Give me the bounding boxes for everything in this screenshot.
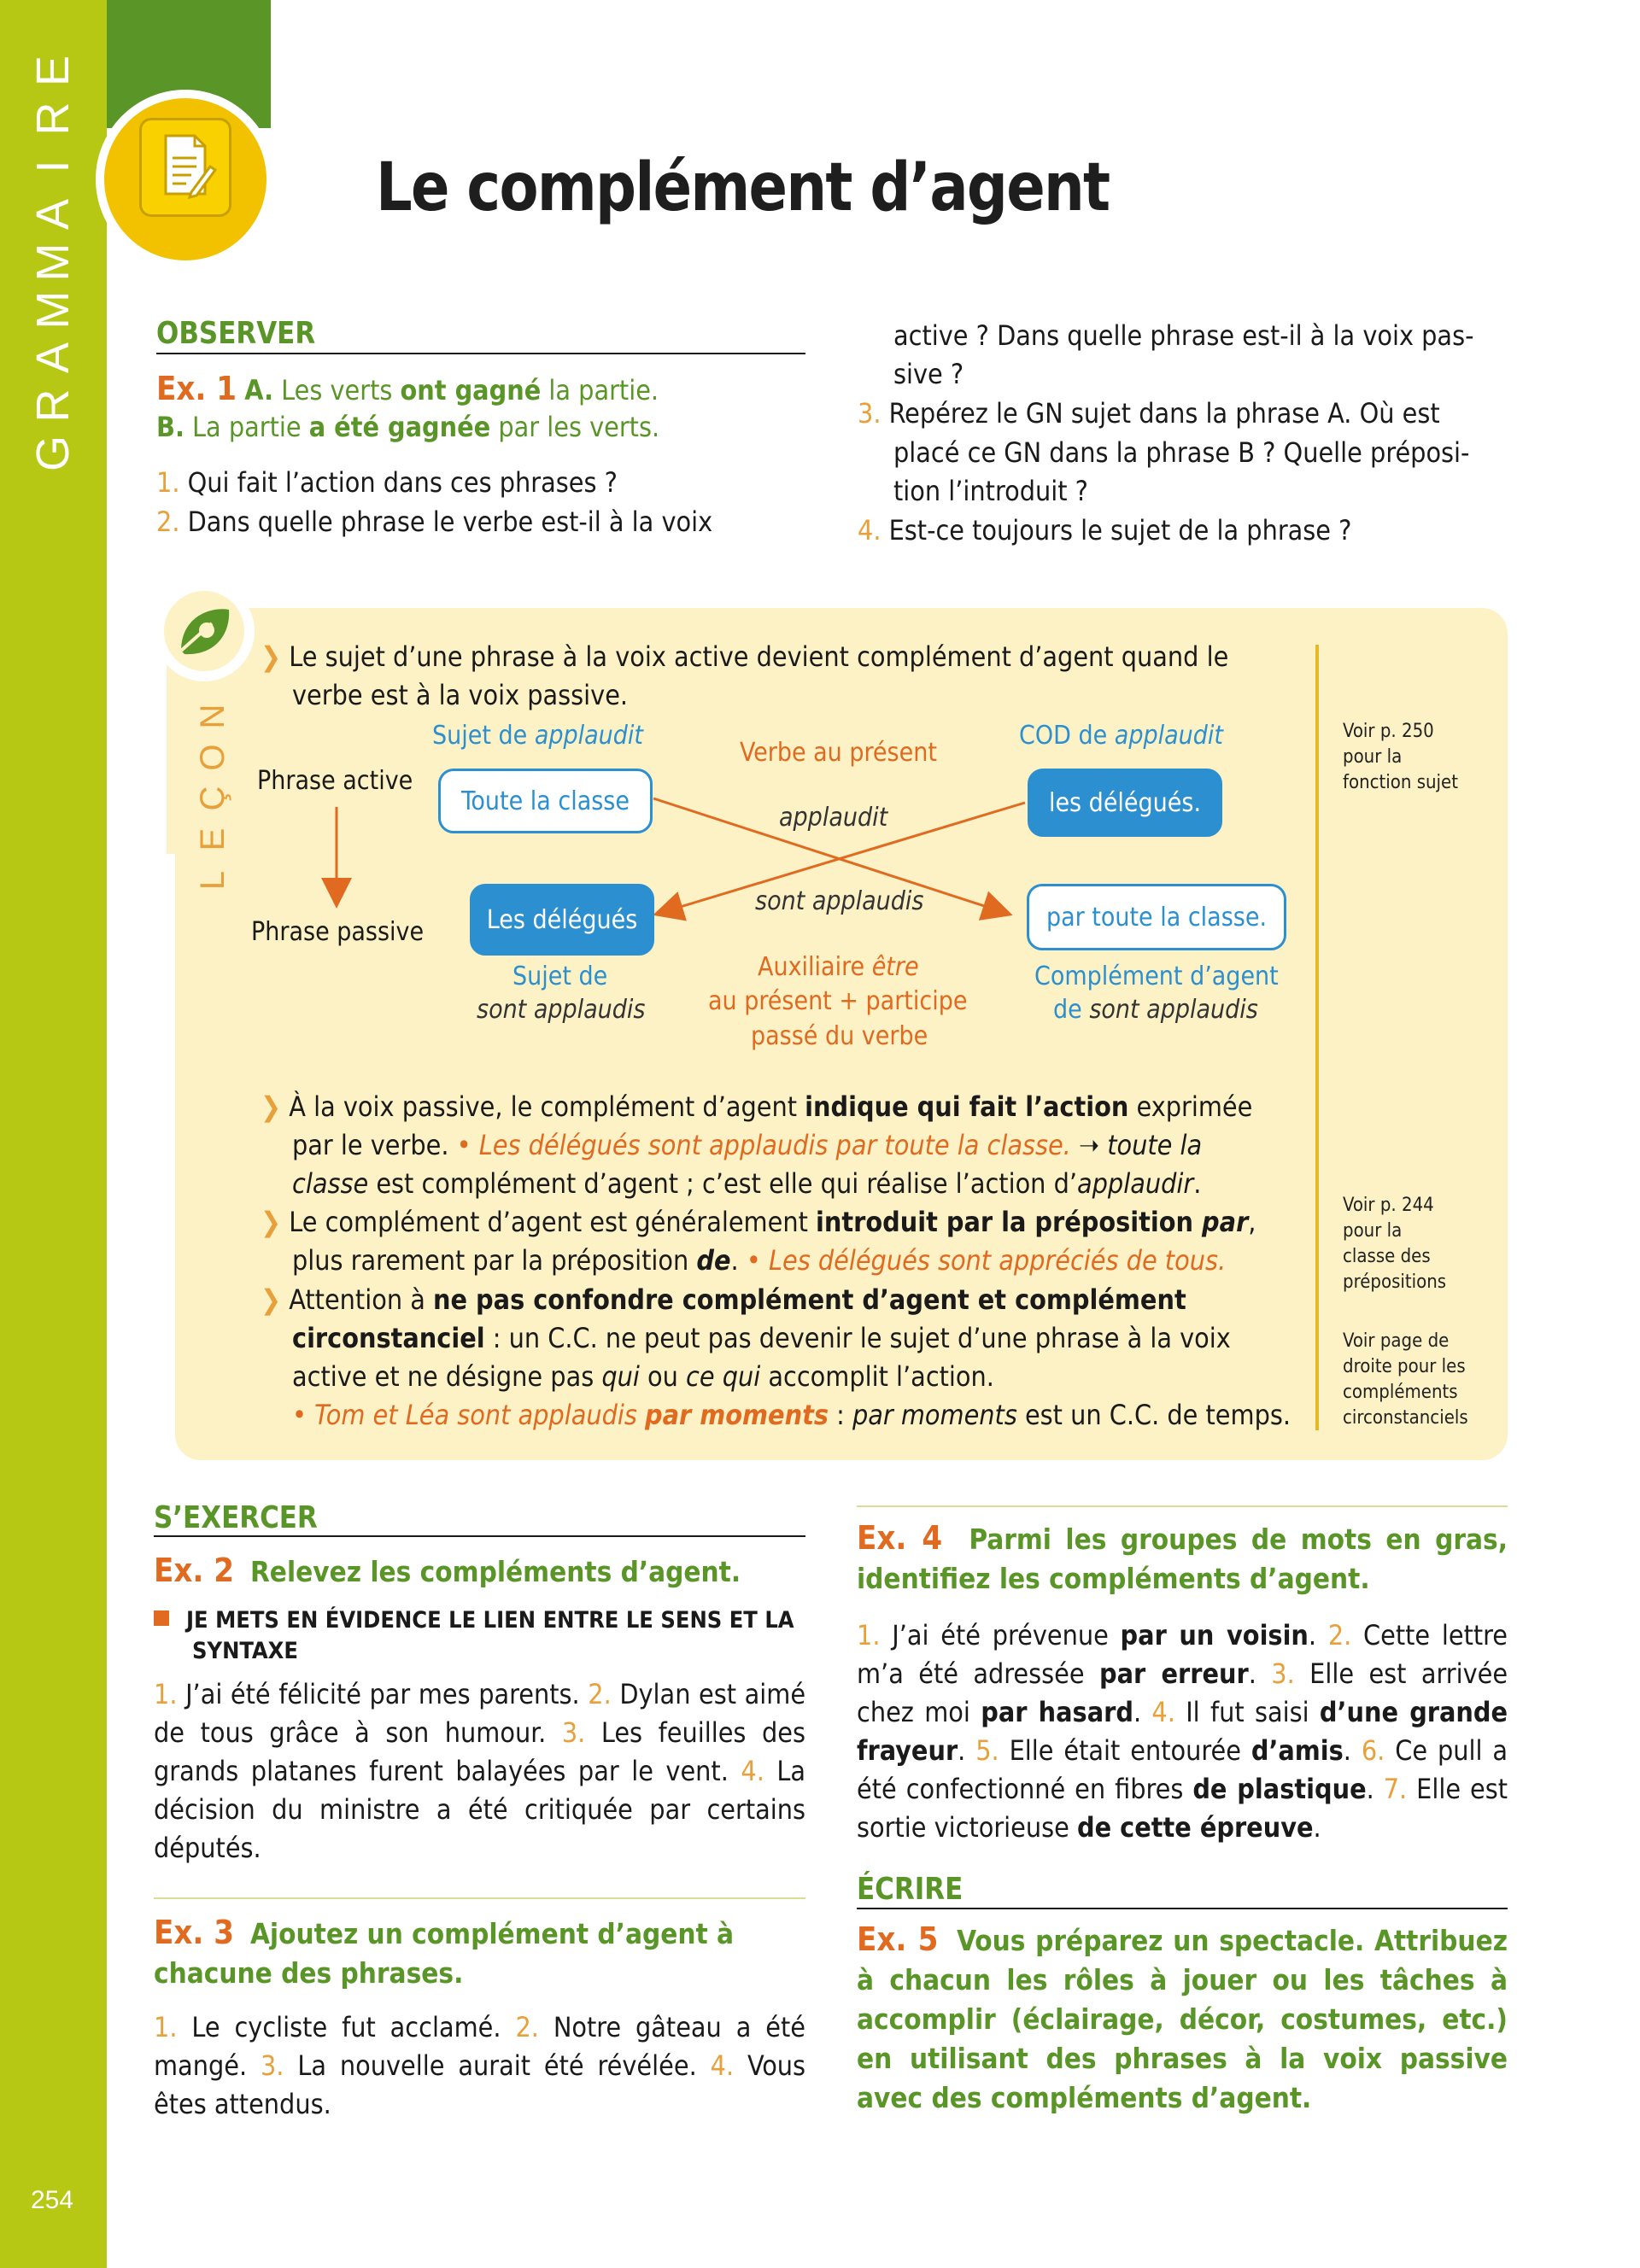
ex4-item: 3. Elle est arrivée chez moi par hasard. [857,1657,1508,1728]
diagram-sont-applaudis: sont applaudis [477,995,646,1025]
document-pencil-icon [139,118,231,217]
lecon-letter: N [194,704,231,729]
chapter-letter: G [27,435,79,472]
ex1-sentence-a: Ex. 1 A. Les verts ont gagné la partie. [156,370,659,407]
ex1-q1: 1. Qui fait l’action dans ces phrases ? [156,466,618,499]
ex4-items [857,1616,1508,1847]
lecon-letter: O [194,744,231,771]
ex3-items: 1. Le cycliste fut acclamé. 2. Notre gâteau a été mangé. 3. La nouvelle aurait été révélée. 4. Vous êtes attendus. [154,2011,806,2120]
ex1-q2: 2. Dans quelle phrase le verbe est-il à la voix [156,506,713,538]
ex2-skill-box: JE METS EN ÉVIDENCE LE LIEN ENTRE LE SENS ET LA SYNTAXE [154,1605,805,1667]
diagram-phrase-passive: Phrase passive [251,917,425,947]
rule1-line1: ❯ À la voix passive, le complément d’agent indique qui fait l’action exprimée [261,1090,1253,1123]
ex4-item: 1. J’ai été prévenue par un voisin. [857,1619,1328,1651]
lecon-letter: E [194,827,231,851]
ecrire-heading: ÉCRIRE [857,1872,964,1907]
chapter-letter: E [27,55,79,87]
ex2-title: Ex. 2 Relevez les compléments d’agent. [154,1552,741,1589]
rule3-line4: • Tom et Léa sont applaudis par moments : par moments est un C.C. de temps. [292,1399,1291,1431]
ex4-item: 7. Elle est sortie victorieuse de cette épreuve. [857,1773,1508,1844]
chevron-right-icon: ❯ [261,1283,282,1316]
rule2-line2: plus rarement par la préposition de. • Les délégués sont appréciés de tous. [292,1244,1227,1277]
lecon-letter: Ç [194,786,231,811]
ex4-title: Ex. 4 Parmi les groupes de mots en gras, identifiez les compléments d’agent. [857,1519,1508,1595]
page-title: Le complément d’agent [376,149,1110,226]
observer-rule [156,353,805,354]
diagram-sujet-de: Sujet de [512,962,608,991]
chapter-letter: R [27,102,79,136]
chapter-letter: I [27,160,79,173]
ex4-item: 4. Il fut saisi d’une grande frayeur. [857,1696,1508,1767]
exercer-rule [154,1535,805,1537]
rule3-line1: ❯ Attention à ne pas confondre complément d’agent et complément [261,1283,1186,1316]
lecon-label [193,696,234,901]
ex1-q3-cont2: tion l’introduit ? [893,475,1088,507]
diagram-verb-passive: sont applaudis [755,886,924,916]
leaf-icon [164,591,244,671]
ex1-q3: 3. Repérez le GN sujet dans la phrase A. Où est [858,397,1440,430]
rule3-line2: circonstanciel : un C.C. ne peut pas devenir le sujet d’une phrase à la voix [292,1322,1231,1354]
lecon-intro-line2: verbe est à la voix passive. [292,679,629,711]
ex4-rule [857,1505,1508,1507]
ex1-q3-cont1: placé ce GN dans la phrase B ? Quelle préposi- [893,436,1470,469]
ex1-q4: 4. Est-ce toujours le sujet de la phrase ? [858,514,1352,547]
ex4-item: 6. Ce pull a été confectionné en fibres de plastique. [857,1734,1508,1805]
chapter-letter: A [27,342,79,374]
diagram-verb-active: applaudit [779,803,888,833]
sidenote-prepositions: Voir p. 244 pour la classe des prépositions [1343,1195,1447,1293]
diagram-aux-line3: passé du verbe [751,1021,928,1051]
diagram-box-les-delegues-active: les délégués. [1028,769,1222,837]
diagram-box-les-delegues-passive: Les délégués [470,884,654,956]
chapter-letter: M [27,290,79,330]
chevron-right-icon: ❯ [261,1206,282,1238]
sidenote-rule [1315,645,1319,1430]
chapter-letter: A [27,198,79,231]
ex5-text: Ex. 5 Vous préparez un spectacle. Attribuez à chacun les rôles à jouer ou les tâches à accomplir (éclairage, décor, costumes, etc.) en utilisant des phrases à la voix passive avec des compléments d’agent. [857,1920,1508,2114]
diagram-ca-line2: de sont applaudis [1053,995,1258,1025]
ex1-q2-cont2: sive ? [893,358,964,390]
ex1-q2-cont1: active ? Dans quelle phrase est-il à la voix pas- [893,319,1474,352]
ex4-item: 5. Elle était entourée d’amis. [975,1734,1362,1767]
observer-heading: OBSERVER [156,316,316,351]
diagram-box-toute-la-classe: Toute la classe [438,769,653,833]
chevron-right-icon: ❯ [261,640,282,673]
chapter-letter: R [27,389,79,423]
exercer-heading: S’EXERCER [154,1500,318,1535]
rule1-line2: par le verbe. • Les délégués sont applaudis par toute la classe. ➝ toute la [292,1129,1203,1161]
diagram-phrase-active: Phrase active [257,766,413,796]
diagram-subject-label: Sujet de applaudit [432,721,644,751]
ecrire-rule [857,1908,1508,1909]
ex4-item: 2. Cette lettre m’a été adressée par erreur. [857,1619,1508,1690]
ex3-title: Ex. 3 Ajoutez un complément d’agent à chacune des phrases. [154,1914,735,1990]
diagram-cod-label: COD de applaudit [1019,721,1223,751]
diagram-ca-line1: Complément d’agent [1034,962,1279,991]
rule1-line3: classe est complément d’agent ; c’est elle qui réalise l’action d’applaudir. [292,1167,1202,1200]
rule2-line1: ❯ Le complément d’agent est généralement introduit par la préposition par, [261,1206,1256,1238]
rule3-line3: active et ne désigne pas qui ou ce qui accomplit l’action. [292,1360,994,1393]
sidenote-cc: Voir page de droite pour les compléments circonstanciels [1343,1330,1468,1429]
ex3-rule [154,1897,805,1899]
ex2-items: 1. J’ai été félicité par mes parents. 2. Dylan est aimé de tous grâce à son humour. 3. Les feuilles des grands platanes furent balayées par le vent. 4. La décision du ministre a été critiquée par certains députés. [154,1678,806,1864]
diagram-aux-line1: Auxiliaire être [758,952,919,982]
diagram-box-par-toute-la-classe: par toute la classe. [1027,884,1286,950]
chevron-right-icon: ❯ [261,1090,282,1123]
diagram-aux-line2: au présent + participe [708,986,968,1016]
lecon-intro-line1: ❯ Le sujet d’une phrase à la voix active devient complément d’agent quand le [261,640,1229,673]
lecon-letter: L [194,870,231,891]
chapter-letter: M [27,243,79,282]
ex1-label: Ex. 1 [156,370,237,407]
diagram-verb-label: Verbe au présent [740,738,937,768]
chapter-vertical-title [27,47,79,477]
page-number: 254 [31,2186,74,2214]
sidenote-sujet: Voir p. 250 pour la fonction sujet [1343,721,1458,793]
ex1-sentence-b: B. La partie a été gagnée par les verts. [156,411,660,443]
